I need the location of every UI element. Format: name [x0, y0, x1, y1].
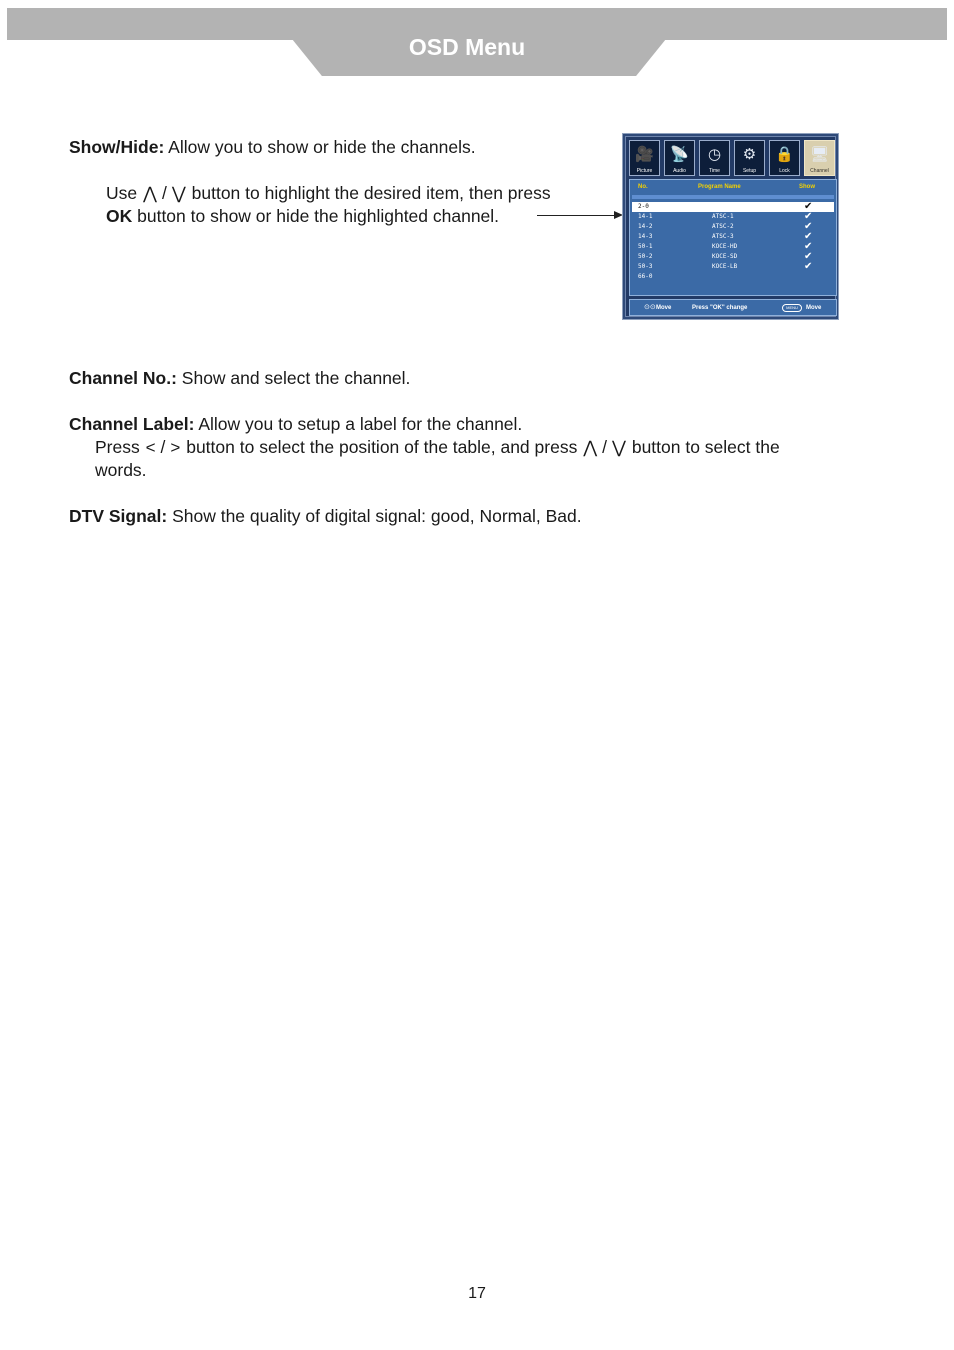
- slash: /: [602, 437, 608, 457]
- channel-number: 14-1: [638, 213, 653, 220]
- footer-press-ok: Press "OK" change: [692, 305, 748, 311]
- slash: /: [160, 437, 166, 457]
- clock-icon: ◷: [707, 146, 722, 163]
- osd-footer: [629, 299, 837, 316]
- program-name: KOCE-LB: [712, 263, 738, 270]
- osd-tab-label: Picture: [636, 168, 653, 174]
- channel-row[interactable]: [632, 262, 834, 272]
- channel-label-instruction-line1: [95, 436, 780, 459]
- channel-number: 50-2: [638, 253, 653, 260]
- list-header-separator: [632, 195, 834, 199]
- column-header-program-name: Program Name: [698, 184, 741, 190]
- osd-tab-label: Time: [709, 168, 720, 174]
- dtv-signal-text: Show the quality of digital signal: good, Normal, Bad.: [167, 506, 582, 526]
- lock-icon: 🔒: [775, 146, 794, 163]
- osd-tab-picture[interactable]: [629, 140, 660, 176]
- instruction-text: Press: [95, 437, 145, 457]
- show-hide-paragraph: [69, 136, 476, 159]
- program-name: ATSC-2: [712, 223, 734, 230]
- osd-tab-audio[interactable]: [664, 140, 695, 176]
- osd-tab-label: Audio: [673, 168, 686, 174]
- down-arrow-icon: ⋁: [612, 438, 626, 457]
- show-check-icon[interactable]: ✔: [804, 211, 813, 222]
- navigate-keys-icon: ⊙⊙: [644, 304, 656, 311]
- show-hide-instruction-line1: [106, 182, 551, 205]
- callout-arrow-line: [537, 215, 617, 216]
- footer-move-left: Move: [656, 305, 672, 311]
- monitor-icon: 🖥: [809, 146, 830, 163]
- channel-row[interactable]: [632, 272, 834, 282]
- osd-tab-row: [629, 140, 835, 176]
- slash: /: [161, 183, 167, 203]
- column-header-no: No.: [638, 184, 648, 190]
- show-hide-instruction-line2: [106, 205, 499, 228]
- show-hide-label: Show/Hide:: [69, 137, 165, 157]
- footer-move-right: Move: [806, 305, 822, 311]
- osd-tab-label: Setup: [742, 168, 757, 174]
- instruction-text: Use: [106, 183, 142, 203]
- osd-tab-label: Lock: [779, 168, 790, 174]
- page-title: OSD Menu: [408, 34, 526, 60]
- show-check-icon[interactable]: ✔: [804, 231, 813, 242]
- ok-key-label: OK: [106, 206, 133, 226]
- channel-number: 2-0: [638, 203, 649, 210]
- osd-tab-channel[interactable]: [804, 140, 835, 176]
- program-name: ATSC-3: [712, 233, 734, 240]
- program-name: KOCE-HD: [712, 243, 738, 250]
- channel-number: 14-2: [638, 223, 653, 230]
- osd-tab-setup[interactable]: [734, 140, 765, 176]
- show-check-icon[interactable]: ✔: [804, 221, 813, 232]
- channel-number: 66-0: [638, 273, 653, 280]
- gear-icon: ⚙: [742, 146, 757, 163]
- camera-icon: 🎥: [635, 146, 654, 163]
- down-arrow-icon: ⋁: [171, 184, 186, 203]
- instruction-text: button to highlight the desired item, then press: [186, 183, 551, 203]
- satellite-dish-icon: 📡: [670, 146, 689, 163]
- channel-list-panel: [629, 179, 837, 296]
- osd-tab-lock[interactable]: [769, 140, 800, 176]
- right-arrow-icon: >: [170, 438, 181, 457]
- column-header-show: Show: [799, 184, 815, 190]
- show-check-icon[interactable]: ✔: [804, 261, 813, 272]
- menu-key-icon: MENU: [782, 304, 802, 312]
- dtv-signal-label: DTV Signal:: [69, 506, 168, 526]
- show-check-icon[interactable]: ✔: [804, 241, 813, 252]
- channel-label-instruction-line2: words.: [95, 460, 147, 480]
- channel-number: 14-3: [638, 233, 653, 240]
- channel-label-text: Allow you to setup a label for the channel.: [194, 414, 523, 434]
- osd-tab-label: Channel: [810, 168, 829, 174]
- channel-no-paragraph: [69, 367, 410, 390]
- up-arrow-icon: ⋀: [142, 184, 157, 203]
- page-number: 17: [468, 1285, 486, 1302]
- program-name: ATSC-1: [712, 213, 734, 220]
- up-arrow-icon: ⋀: [583, 438, 598, 457]
- osd-channel-menu: [622, 133, 839, 320]
- channel-number: 50-3: [638, 263, 653, 270]
- channel-no-label: Channel No.:: [69, 368, 177, 388]
- show-check-icon[interactable]: ✔: [804, 201, 813, 212]
- show-hide-text: Allow you to show or hide the channels.: [164, 137, 476, 157]
- instruction-text: button to select the: [626, 437, 780, 457]
- program-name: KOCE-SD: [712, 253, 738, 260]
- left-arrow-icon: <: [145, 438, 156, 457]
- instruction-text: button to select the position of the table, and press: [181, 437, 583, 457]
- channel-no-text: Show and select the channel.: [176, 368, 411, 388]
- show-check-icon[interactable]: ✔: [804, 251, 813, 262]
- channel-label-paragraph: [69, 413, 522, 436]
- instruction-text: button to show or hide the highlighted channel.: [132, 206, 500, 226]
- dtv-signal-paragraph: [69, 505, 582, 528]
- channel-number: 50-1: [638, 243, 653, 250]
- channel-label-label: Channel Label:: [69, 414, 195, 434]
- osd-tab-time[interactable]: [699, 140, 730, 176]
- osd-frame: [625, 136, 836, 317]
